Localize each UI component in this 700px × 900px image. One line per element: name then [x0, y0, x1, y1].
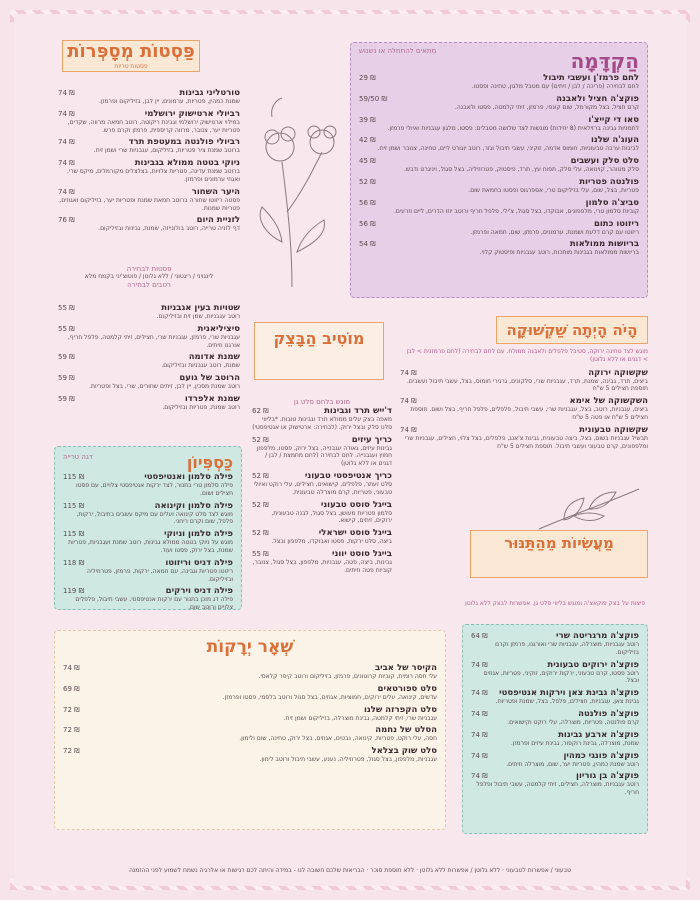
menu-item-description: גבינות עיזים, גאודה עגבנייה, בצל ירוק, פסטו, מלפפון חמוץ ועגבנייה. לחם לבחירה (לחם מחמצת / לבן / דגנים או ללא גלוטן) [256, 444, 392, 468]
menu-item [63, 725, 437, 743]
menu-item-header [471, 751, 639, 761]
menu-item [58, 88, 240, 106]
menu-item-header [400, 396, 648, 406]
menu-item-description: שמנת, מוצרלה, גבינת רוקפור, גבינת עיזים ופרמזן. [510, 739, 639, 747]
menu-item-header [400, 368, 648, 378]
menu-item-price: 74 ₪ [58, 187, 75, 196]
menu-item-price: 39 ₪ [359, 115, 376, 124]
menu-item-description: עלי חסה רומית, קוביות קרוטונים, פרמזן, בזיליקום ורוטב קיסר קלאסי. [258, 673, 437, 680]
menu-item [252, 528, 392, 546]
menu-item-header [58, 215, 240, 225]
shakshuka-note: מוגש לצד טחינה ירוקה, סטיבל פלפלים ולאבנה ממולח. עם לחם לבחירה (לחם פרמזנית > לבן > דגנים או ללא גלוטן) [406, 348, 648, 363]
menu-item [58, 187, 240, 213]
menu-item-price: 74 ₪ [471, 772, 488, 781]
menu-item-name: סלט ספורטאים [377, 683, 437, 694]
menu-item-description: סלמון פטריות מעושן, בצל סגול, לבנה טבעונית, ירוקים, זיתים, קישוא. [271, 509, 392, 525]
menu-item-name: פוקצ'ה מרגריטה שרי [555, 631, 639, 641]
menu-item-price: 59/50 ₪ [359, 94, 387, 103]
menu-item-price: 74 ₪ [471, 751, 488, 760]
menu-item-name: רביולי פולנטה במעטפת תרד [128, 137, 240, 148]
menu-item-header [58, 187, 240, 197]
menu-item [63, 558, 233, 584]
menu-item-description: גבינות, ביצה, פטה, עגבניות, מלפפון, בצל סגול, צנובר, קוביות פטה וזיתים. [252, 558, 392, 574]
menu-item [400, 425, 648, 451]
baked-title: מַעֲשִׂיוֹת מֵהַתַּנּוּר [470, 530, 648, 578]
menu-item-name: כריך אנטיפסטי טבעוני [304, 470, 392, 481]
menu-item-header [58, 303, 240, 313]
menu-item-description: רוטב עגבניות, שמן זית ובזיליקום. [156, 313, 240, 320]
menu-item-name: פילה דניס וריזוטו [165, 557, 233, 568]
menu-item-header [58, 158, 240, 168]
menu-item-description: לחמניות גבינה ברזילאית (8 יחידות) מוגשות לצד שלושה מטבלים: פסטו, מלגון עגבניות ואיולי פרמזן. [387, 124, 639, 132]
menu-item-name: העוג'ה שלנו [591, 135, 639, 146]
pasta-title-text: פַּסְטוֹת מְסָפְּרוֹת [67, 41, 195, 62]
menu-item [58, 324, 240, 350]
menu-item-name: שטויות בעין אגבניות [161, 303, 240, 313]
menu-item-name: סלט הקפרזה שלנו [363, 704, 437, 715]
menu-item-price: 45 ₪ [359, 157, 376, 166]
menu-item-header [471, 730, 639, 740]
menu-item-price: 56 ₪ [359, 198, 376, 207]
menu-item-header [252, 549, 392, 559]
menu-item [58, 394, 240, 412]
menu-item-name: בייגל סוסט ישראלי [318, 528, 392, 539]
menu-item-description: ריזוטו עם קרם דלעת ושמנת, ערמונים, פרמזן, שום, חמאה ופרמזן. [470, 228, 639, 236]
menu-item-price: 72 ₪ [63, 747, 80, 756]
menu-item-header [63, 663, 437, 673]
menu-item-name: פולנטה פטריות [579, 176, 639, 187]
menu-item [63, 586, 233, 612]
menu-item-name: טורטליני גבינות [179, 88, 240, 98]
menu-item-price: 52 ₪ [252, 500, 269, 509]
menu-item-header [471, 688, 639, 698]
menu-item-name: פוקצ'ה גבינת צאן וירקות אנטיפסטי [499, 688, 639, 699]
menu-item-description: בריושות ממולאות בגבינות מותכות, רוטב עגבניות ופיסטוק קלוי. [479, 249, 639, 257]
menu-item-description: רוטב שמנת כמהין, פטריות יער, שום, מוצרלה וזיתים. [506, 760, 639, 768]
menu-item-price: 74 ₪ [471, 660, 488, 669]
menu-item-header [63, 705, 437, 715]
menu-item-description: עגבניות שרי, זיתי קלמטה, גבינת מוצרלה, בזיליקום ושמן זית. [283, 714, 437, 722]
menu-item-price: 55 ₪ [58, 304, 75, 312]
menu-item-name: ד'ייש תרד וגבינות [324, 406, 392, 416]
menu-item-name: הסלט של נחמה [375, 725, 437, 736]
menu-item-price: 69 ₪ [63, 684, 80, 693]
menu-item-header [63, 472, 233, 482]
menu-item [63, 684, 437, 702]
toast-list [252, 406, 392, 575]
menu-item-name: היער השחור [191, 186, 240, 197]
menu-item-price: 74 ₪ [58, 109, 75, 118]
sauce-list [58, 303, 240, 415]
menu-item-name: שמנת אלפרדו [184, 393, 240, 404]
menu-item-header [63, 501, 233, 511]
menu-item-price: 55 ₪ [252, 549, 269, 558]
menu-item-name: ריזוטו כתום [593, 218, 639, 229]
menu-item [400, 396, 648, 422]
menu-item-price: 42 ₪ [359, 136, 376, 145]
menu-item-description: דף לזניה טרייה, רוטב בולונייזה, שמנת, גבינות ובזיליקום. [98, 225, 240, 233]
menu-item-price: 74 ₪ [400, 425, 417, 434]
menu-item-price: 74 ₪ [58, 89, 75, 97]
menu-item-price: 74 ₪ [400, 368, 417, 377]
menu-item [58, 158, 240, 184]
shakshuka-section [400, 316, 648, 453]
menu-item-name: בריושות ממולאות [569, 239, 639, 250]
menu-item-header [58, 373, 240, 383]
starter-title: הַקְדָּמָה [570, 49, 639, 73]
menu-item-header [58, 324, 240, 334]
menu-item-description: ברוטב שמנת עדינה, פטריות צלויות, בצלצלים מקורמלים, מיקס שרי, ואגוזי ערמונים ופרמזן. [66, 168, 240, 183]
toast-section [252, 398, 392, 578]
menu-item-description: קרם חציל, בצל מקורמל, שום קונפי, פרמזן, זיתי קלמטה, פסטו ולאבנה. [454, 103, 639, 111]
menu-item-name: סביצ'ה סלמון [585, 197, 639, 208]
menu-item-description: עגבניות שרי, פרמזן, עגבניות שרי, חצילים, זיתי קלמטה, פלפל חריף, אורגנו וזיתים. [67, 333, 240, 349]
menu-item-price: 72 ₪ [63, 726, 80, 735]
menu-item-header [63, 746, 437, 756]
menu-item-name: שמנת אדומה [188, 352, 240, 363]
menu-item-description: לביבות ערבה טבעוניות, חומוס אדמה, זוקיני, עשבי תיבול וגזר, רוטב יוגורט ליים, טחינה, צנובר ושמן זית. [377, 145, 639, 153]
menu-item-name: לחם פרמז'ן ועשבי תיבול [543, 73, 639, 83]
menu-item [471, 709, 639, 727]
menu-item-description: פילה סלמון טרי בתנור, לצד ירקות אנטיפסטי צלויים, עם פסטו חצילים ושום. [75, 482, 233, 497]
menu-item-header [359, 115, 639, 125]
menu-item-header [359, 135, 639, 145]
menu-item-name: שקשוקה ירוקה [588, 367, 648, 378]
menu-item-description: סלק מטוהר, קוינואה, עלי סלק, תפוח עץ, תרד, פיסטוק, פטרוזיליה, בצל סגול, ויניגרט ודבש. [403, 166, 639, 174]
fish-note: דגה טרייה [63, 453, 93, 461]
menu-item [359, 135, 639, 153]
menu-item [58, 109, 240, 135]
menu-item-description: עדשים, קינואה, עלים ירוקים, חמוציות, אגוזים, בצל סגול ורוטב בלסמי, פסטו ופרמזן. [222, 693, 437, 701]
menu-item-description: רוטב פסטו, קרם טבעוני, ירקות ירוקים, זוקיני, פטריות, אגוזים ובצל. [483, 669, 639, 685]
menu-item-header [471, 771, 639, 781]
pasta-choice-text: לינגויני / ריגטוני / ללא גלוטן / פוטוצ'יני בקמח מלא [84, 273, 214, 280]
menu-item [63, 472, 233, 498]
menu-item-price: 74 ₪ [471, 709, 488, 718]
salads-section [54, 630, 446, 830]
menu-item-description: שמנת, רוטב עגבניות ובזיליקום. [161, 362, 240, 370]
menu-item-description: רוטב שמנת מסכין, יין לבן, זיתים שחורים, שרי, בצל ופטריות. [89, 383, 240, 391]
menu-item-header [63, 529, 233, 539]
starter-section [350, 42, 648, 298]
menu-item-header [359, 177, 639, 187]
menu-item-description: ביצים, עגבניות, רוטב, בצל, עגבניות שרי, עשבי תיבול, פלפלים, פלפל חריף, בצל ושום. תוספת חצילים 5 ש"ח או פטה 5 ש"ח [410, 406, 648, 421]
salads-title: שְׁאָר יְרָקוֹת [206, 637, 294, 657]
menu-item-description: עגבניות, מלפפון, בצל סגול, פטרוזיליה, נענע, עשבי תיבול ורוטב לימון. [259, 756, 437, 764]
menu-item-header [58, 137, 240, 147]
menu-item-price: 55 ₪ [58, 324, 75, 333]
menu-item-header [252, 528, 392, 538]
menu-item-price: 74 ₪ [471, 689, 488, 698]
menu-item-price: 74 ₪ [63, 664, 80, 672]
menu-item [58, 303, 240, 321]
menu-item [252, 435, 392, 468]
menu-item [400, 368, 648, 394]
menu-item-price: 64 ₪ [471, 632, 488, 640]
menu-item-header [63, 725, 437, 735]
menu-item-price: 59 ₪ [58, 374, 75, 383]
menu-item-price: 119 ₪ [63, 587, 85, 596]
pasta-title [62, 40, 200, 72]
menu-item-price: 115 ₪ [63, 501, 85, 510]
fish-section [54, 446, 242, 610]
menu-item-price: 74 ₪ [58, 159, 75, 168]
menu-item-price: 76 ₪ [58, 216, 75, 225]
menu-item [359, 73, 639, 91]
menu-item-header [58, 88, 240, 98]
menu-item-name: כריך עיזים [351, 434, 392, 445]
menu-item-header [58, 394, 240, 404]
menu-item-description: פסטה ריזוטו שחורה ברוטב חמאת שמנת ופטריות יער, בזיליקום ואגוזים, פטריות שמנות. [59, 196, 240, 212]
menu-item [471, 660, 639, 686]
menu-item-name: הרוטב של גועם [179, 373, 240, 384]
menu-item-price: 52 ₪ [252, 529, 269, 538]
menu-item-name: רביולי ארטישוק ירושלמי [144, 108, 240, 119]
salads-list [63, 663, 437, 764]
menu-item-name: סאו די קייצ'ו [588, 114, 639, 125]
menu-item-price: 52 ₪ [359, 177, 376, 186]
menu-item-description: רוטב עגבניות, מוצרלה, עגבניות שרי ואורגנו, פרמזן וקרם בזיליקום. [495, 641, 639, 656]
menu-item-price: 59 ₪ [58, 394, 75, 403]
menu-item-price: 52 ₪ [252, 471, 269, 480]
menu-item-price: 29 ₪ [359, 74, 376, 82]
menu-item [359, 198, 639, 216]
sauce-label: רטבים לבחירה [127, 280, 171, 289]
menu-item-header [359, 94, 639, 104]
menu-item-name: שקשוקה טבעונית [579, 424, 648, 435]
menu-item-description: קרם פולנטה, פטריות, מוצרלה, עלי רוקט וקישואים. [507, 718, 639, 726]
menu-item [359, 219, 639, 237]
menu-item-description: ברוטב שמנת ציר פטריות, בזיליקום, עגבניות שרי ושמן זית. [93, 147, 240, 155]
footer-allergy-note: טבעוני / אפשרות לטבעוני · ללא גלוטן / אפשרות ללא גלוטן · ללא תוספת סוכר · הבריאות שלכם חשובה לנו - במידה והיתה לכם רגישות או אלרגיה נשמח לשמוע לפני ההזמנה [128, 867, 572, 874]
menu-item [58, 137, 240, 155]
menu-item-header [359, 219, 639, 229]
menu-item-description: שמנת כמהין, פטריות, ערמונים, יין לבן, בזיליקום ופרמזן. [98, 98, 240, 105]
menu-item-price: 74 ₪ [58, 138, 75, 147]
menu-item-price: 59 ₪ [58, 353, 75, 362]
menu-item-header [58, 352, 240, 362]
menu-item-price: 62 ₪ [252, 407, 269, 415]
menu-item-description: לחם לבחירה (פריכה / לבן / זיתים) עם מטבל מלגון, טחינה ופסטו. [471, 83, 639, 90]
menu-item-price: 74 ₪ [400, 397, 417, 406]
fish-title: כַּסְפִּיוֹן [186, 453, 233, 472]
menu-item [359, 94, 639, 112]
shakshuka-list [400, 368, 648, 451]
menu-item [359, 115, 639, 133]
menu-item-price: 74 ₪ [471, 730, 488, 739]
menu-item-price: 54 ₪ [359, 240, 376, 249]
menu-item [63, 746, 437, 764]
starter-list [359, 73, 639, 257]
menu-item-name: פוקצ'ה בן גוריון [576, 771, 639, 782]
menu-item [63, 663, 437, 681]
menu-item-name: פוקצ'ה פולנטה [578, 708, 639, 719]
menu-item-description: סלט זעתר, פלפלים, קישואים, חצילים, עלי רוקט ואיולי טבעוני, פטריות, קרם מוצרלה טבעונית. [253, 480, 392, 496]
menu-item [471, 688, 639, 706]
menu-item [63, 501, 233, 527]
menu-item-description: רוטב עגבניות, מוצרלה, חצילים, זיתי קלמטה, עשבי תיבול ופלפל חריף. [476, 781, 639, 797]
menu-item-header [471, 709, 639, 719]
menu-item [471, 730, 639, 748]
menu-item-name: פוקצ'ה פונגי כמהין [563, 750, 639, 761]
menu-item-description: מאפה בצק עלים ממולא תרד וגבינות טובות. *בליווי סלט סלק ובצל ירוק. (לבחירה: ארטישוק או אנטיפסטי) [252, 416, 392, 431]
menu-item-header [471, 631, 639, 641]
menu-item-header [63, 558, 233, 568]
menu-item-description: ביצה, סלט ירקות, פסטו ואבוקדו, מלפפון ובצל. [271, 538, 392, 546]
starter-note: מתאים להתחלה או נשנוש [359, 47, 437, 55]
menu-item-name: פוקצ'ה ירוקים טבעונית [547, 659, 639, 670]
menu-item-name: סיציליאנית [197, 323, 240, 334]
menu-item-name: פילה סלמון וניוקי [164, 529, 233, 540]
menu-item-description: מוגש על ניוקי בטטה ממולא גבינות, רוטב שמנת ועגבניות, פטריות שמנת, בצל ירוק, פסטו ועוד. [68, 539, 233, 554]
menu-item-name: פילה סלמון וקינואה [154, 500, 233, 511]
baked-list [471, 631, 639, 797]
menu-item-price: 115 ₪ [63, 530, 85, 539]
menu-item-name: פוקצ'ה ארבע גבינות [558, 729, 639, 740]
menu-item-price: 56 ₪ [359, 219, 376, 228]
menu-item-header [359, 156, 639, 166]
toast-title-text: מוֹטִיב הַבָּצֵק [273, 329, 365, 348]
menu-item-header [252, 435, 392, 445]
menu-item-description: חסה, עלי רוקט, פטריות, קינואה, נבטים, אגוזים, בצל ירוק, טחינה, שום ולימון. [239, 735, 437, 743]
menu-item-header [359, 73, 639, 83]
baked-section [462, 624, 648, 834]
menu-item-header [359, 198, 639, 208]
menu-item-description: תבשיל עגבניות בשום, בצל, ביצה טבעונית, גבינת צ'אנג, פלפלים, בצל צלוי, חצילים, עגבניות שרי ומלפפונים, קרם טבעוני ועשבי תיבול. תוספת חצילים 5 ש"ח [404, 434, 648, 450]
menu-item-description: רוטב שמנת, פטריות ובזיליקום. [162, 403, 240, 411]
menu-item [63, 529, 233, 555]
menu-item-description: ריזוטו פטריות וגבינה, עם חמאה, ירקות, פרמזן, פטרוזיליה ובזיליקום. [86, 567, 233, 583]
menu-item-header [63, 684, 437, 694]
menu-item-header [359, 239, 639, 249]
menu-item [252, 406, 392, 432]
menu-item-price: 52 ₪ [252, 435, 269, 444]
toast-note: מוגש בלחם סלט גן [293, 398, 351, 406]
menu-item-name: ניוקי בטטה ממולא בגבינות [134, 158, 240, 169]
menu-item [471, 771, 639, 797]
leaf-illustration [534, 484, 644, 534]
menu-item-header [58, 109, 240, 119]
toast-title [254, 322, 384, 380]
menu-item-header [63, 586, 233, 596]
menu-item-price: 118 ₪ [63, 558, 85, 567]
menu-item [359, 239, 639, 257]
menu-item [471, 631, 639, 657]
shakshuka-title: הָיֹה הָיְתָה שַׁקְשׁוּקָה [496, 316, 648, 344]
menu-item-name: פילה סלמון ואנטיפסטי [144, 472, 233, 482]
menu-item-name: לזניית היום [196, 215, 240, 226]
menu-item-header [252, 500, 392, 510]
menu-item-description: קוביות סלמון טרי, מלפפונים, אבוקדו, בצל סגול, צ'ילי, פלפל חריף ורוטב יוזו הדרים, ליים וזרעים. [393, 207, 639, 215]
menu-item-description: ביצים, תרד, גבינה, שמנת, תרד, עגבניות שרי, סלקונים, גרגירי חומוס, בצל, עשבי תיבול ועשבים. תוספת חצילים 5 ש"ח [406, 377, 648, 393]
menu-item-description: גבינת צאן, עגבניות, חצילים, פלפל, בצל, שמנת ופטריות. [495, 698, 639, 706]
menu-item-name: סלט סלק ועשבים [570, 156, 639, 167]
menu-item-name: השקשוקה של אימא [569, 396, 648, 407]
flower-illustration [242, 92, 342, 292]
menu-item [252, 500, 392, 526]
menu-item-price: 72 ₪ [63, 705, 80, 714]
baked-note: פיצות על בצק פוקאצ'ה ומוגש בליווי סלט גן. אפשרות לבצק ללא גלוטן [464, 600, 646, 607]
pasta-choice [58, 265, 240, 289]
menu-item-description: מוגש לצד סלט קינואה ועלים עם מיקס עשבים בתיבול, ירקות, פלפל, שום וקרם ריחני. [76, 510, 233, 526]
menu-item-name: בייגל סוסט יווני [332, 548, 392, 559]
menu-item-header [252, 471, 392, 481]
menu-item-name: סלט שוק בצלאל [371, 746, 437, 757]
fish-list [63, 472, 233, 612]
menu-item-description: במילוי ארטישוק ירושלמי וגבינת ריקוטה, רוטב חמאה מרווה, שקדים, פטריות יער, צנובר, מרווה קריספית, פרמזן וקרם פרש. [67, 118, 240, 134]
menu-item [359, 177, 639, 195]
menu-item-description: פילה דג מוכן בתנור עם ירקות אנטיפסטי, עשבי תיבול, פלפלים צלויים ורוטב שום. [75, 596, 233, 612]
menu-item [58, 352, 240, 370]
menu-item [63, 705, 437, 723]
menu-item [58, 215, 240, 233]
menu-item-header [252, 406, 392, 416]
menu-item [471, 751, 639, 769]
menu-item [58, 373, 240, 391]
menu-item [252, 549, 392, 575]
menu-item-name: הקיסר של אביב [374, 663, 437, 673]
pasta-choice-label: פסטות לבחירה [126, 265, 172, 273]
menu-item [252, 471, 392, 497]
pasta-subtitle: פסטות טריות [114, 63, 148, 70]
menu-item-description: פטריות, בצל, שום, עלי בזיליקום טרי, אספרגוס ופסטו בחמאת שום. [468, 186, 639, 194]
menu-item-name: בייגל סוסט טבעוני [320, 499, 392, 510]
menu-item-name: פוקצ'ה חציל ולאבנה [556, 93, 639, 104]
menu-item [359, 156, 639, 174]
menu-item-header [471, 660, 639, 670]
pasta-list [58, 88, 240, 236]
menu-item-price: 115 ₪ [63, 473, 85, 481]
menu-item-name: פילה דניס וירקים [165, 586, 233, 597]
menu-item-header [400, 425, 648, 435]
